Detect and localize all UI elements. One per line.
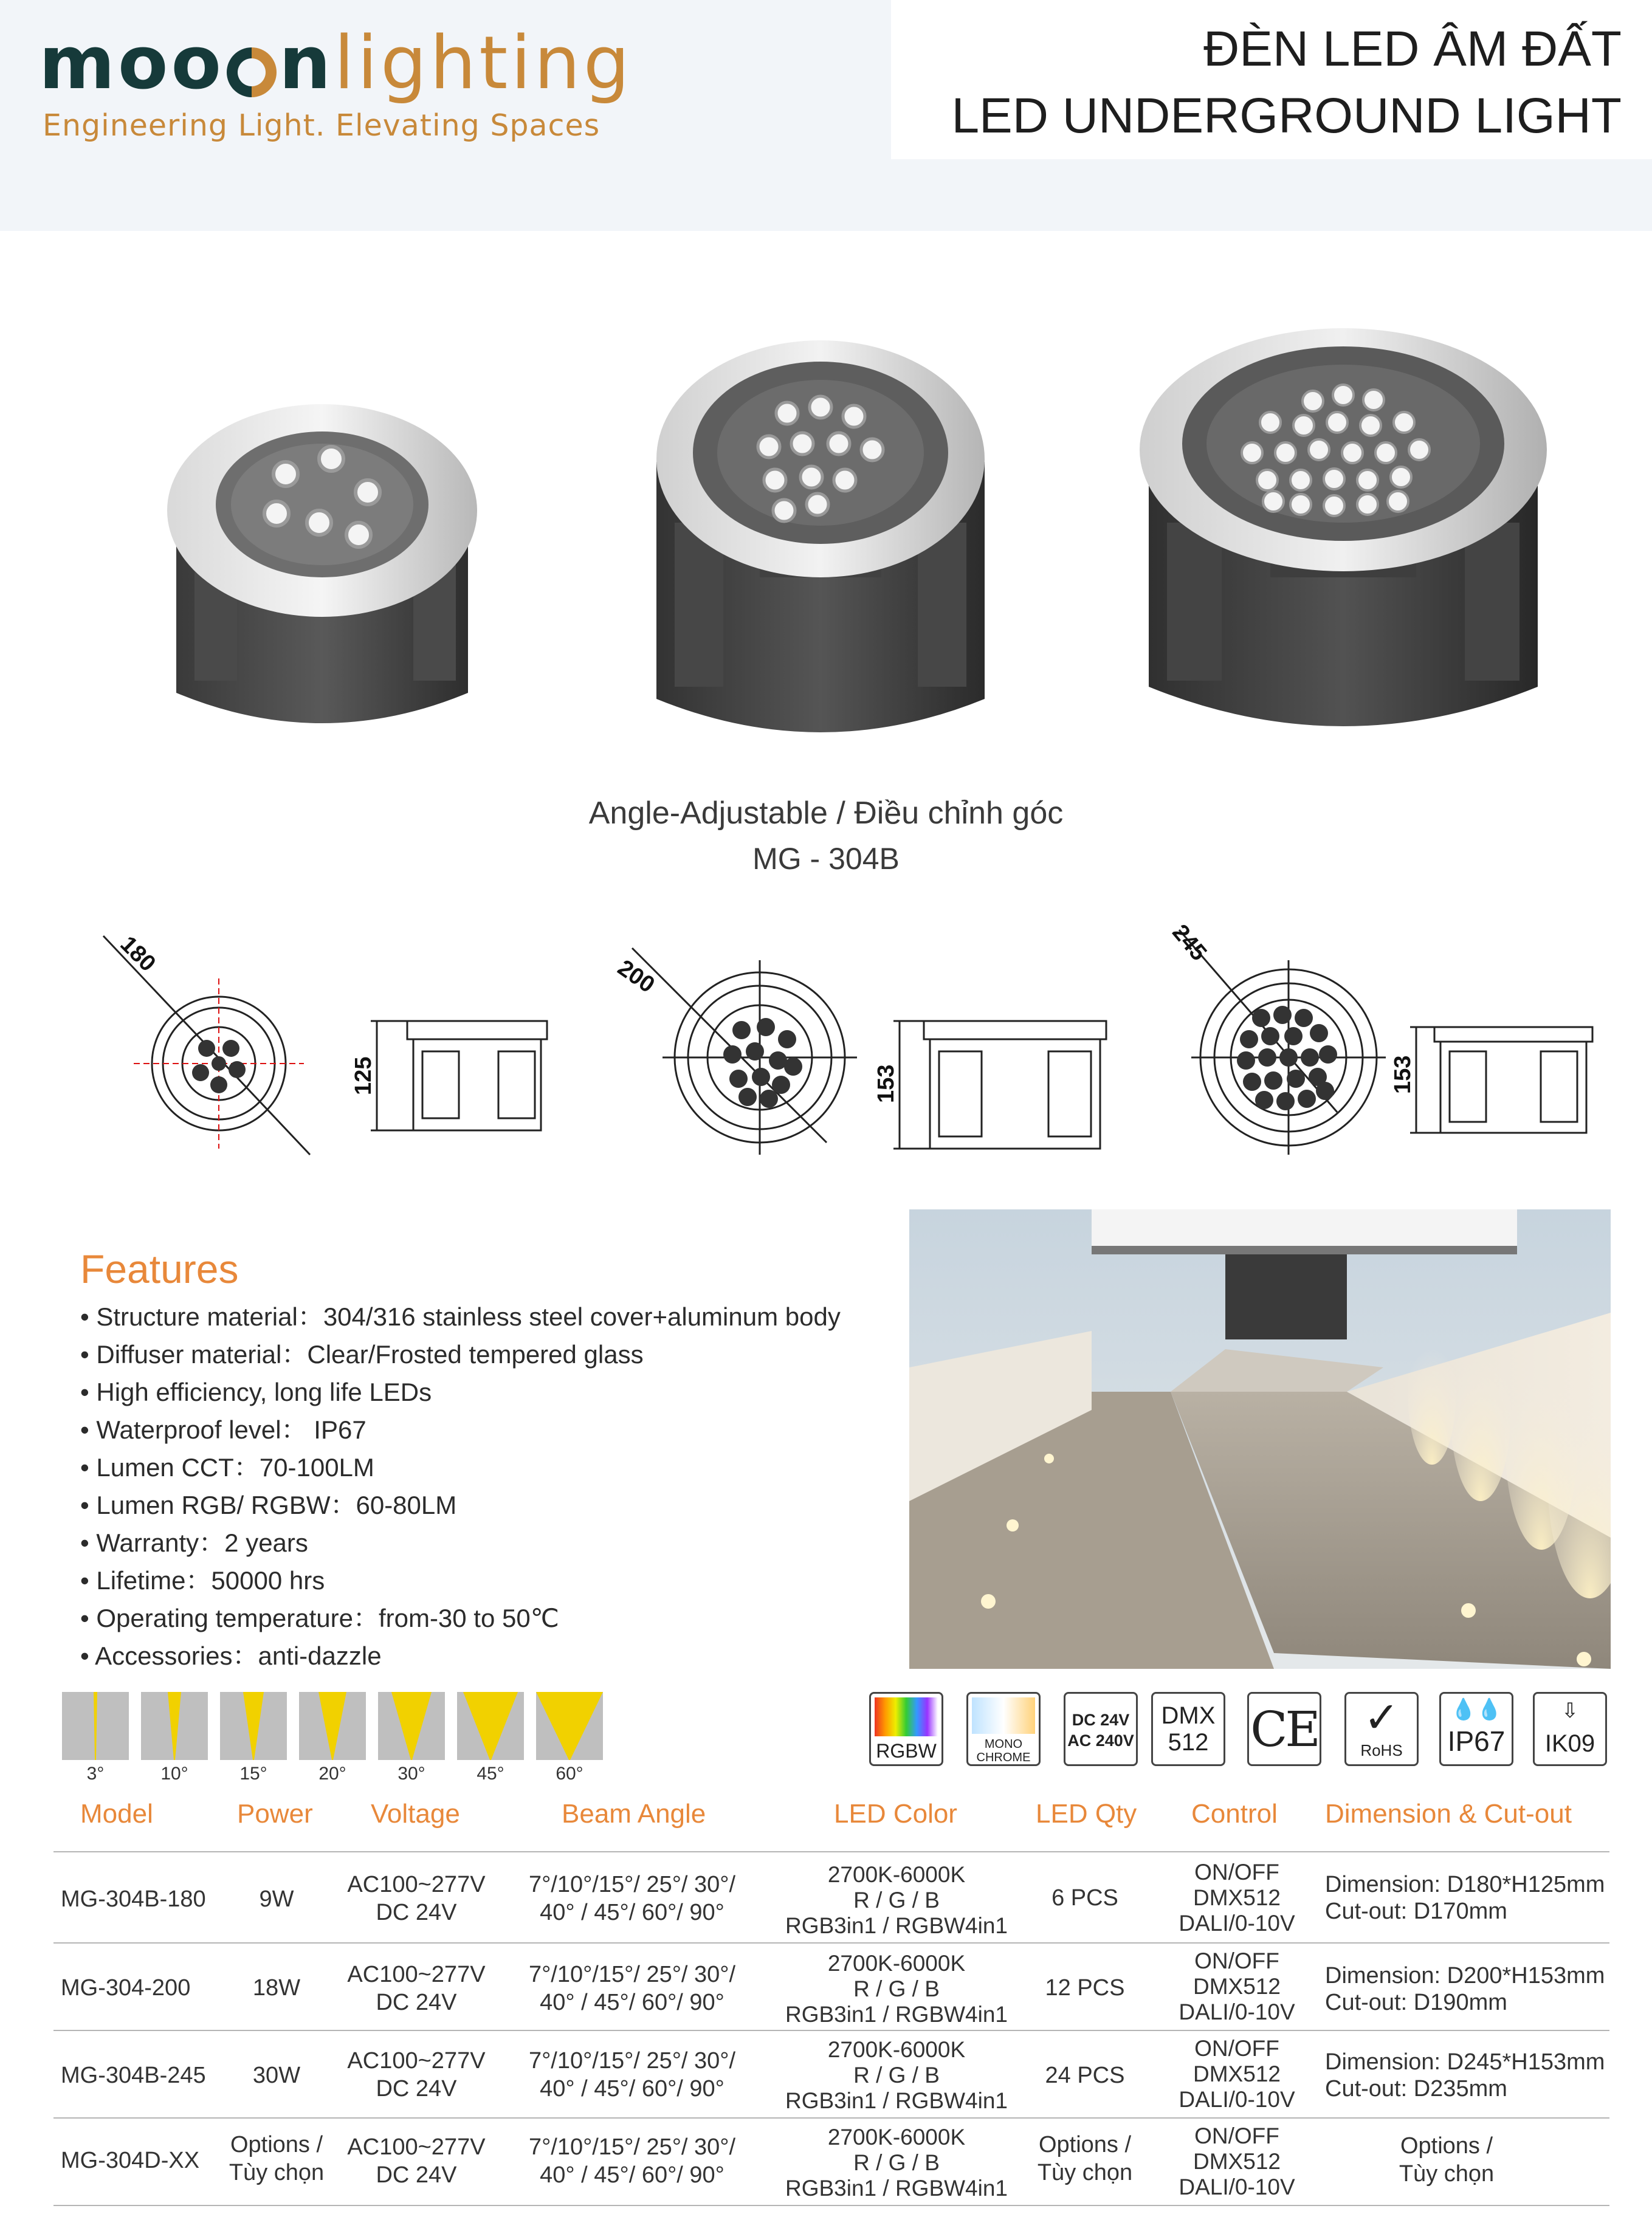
- cell-dimension: Dimension: D180*H125mm: [1325, 1872, 1605, 1897]
- feature-item: • High efficiency, long life LEDs: [80, 1373, 841, 1411]
- cell-led-qty: 24 PCS: [1045, 2063, 1125, 2088]
- drawing-245: [1155, 918, 1629, 1173]
- rohs-label: RoHS: [1360, 1741, 1403, 1759]
- cell-led-qty: 12 PCS: [1045, 1975, 1125, 2001]
- feature-item: • Lumen RGB/ RGBW：60-80LM: [80, 1487, 841, 1524]
- application-photo: [909, 1209, 1611, 1669]
- cell-voltage: AC100~277V: [347, 2134, 486, 2160]
- beam-angle-label: 10°: [160, 1764, 188, 1784]
- cell-beam-angle: 7°/10°/15°/ 25°/ 30°/: [528, 1872, 736, 1897]
- table-divider: [53, 1851, 1609, 1852]
- logo-text-lighting: lighting: [334, 21, 633, 106]
- cell-led-color: 2700K-6000K: [827, 2125, 966, 2150]
- table-divider: [53, 2030, 1609, 2031]
- cell-led-qty-2: Tùy chọn: [1037, 2160, 1133, 2185]
- table-divider: [53, 2117, 1609, 2119]
- cell-voltage-2: DC 24V: [376, 2162, 457, 2188]
- product-photo-180: [158, 352, 486, 748]
- cell-model: MG-304-200: [61, 1975, 191, 2001]
- col-header-led-color: LED Color: [834, 1799, 957, 1829]
- title-vietnamese: ĐÈN LED ÂM ĐẤT: [1203, 21, 1622, 77]
- cell-led-color-3: RGB3in1 / RGBW4in1: [785, 2088, 1008, 2113]
- beam-angle-label: 30°: [398, 1764, 425, 1784]
- feature-item: • Lumen CCT：70-100LM: [80, 1449, 841, 1487]
- cell-control-2: DMX512: [1193, 2061, 1281, 2086]
- cell-led-color: 2700K-6000K: [827, 1951, 966, 1976]
- cell-led-color-2: R / G / B: [853, 2063, 940, 2088]
- cell-voltage-2: DC 24V: [376, 1900, 457, 1925]
- title-english: LED UNDERGROUND LIGHT: [951, 88, 1622, 143]
- cell-voltage-2: DC 24V: [376, 1990, 457, 2015]
- feature-item: • Lifetime：50000 hrs: [80, 1562, 841, 1600]
- cell-led-color-2: R / G / B: [853, 1888, 940, 1913]
- dmx-label: DMX: [1161, 1702, 1216, 1729]
- cell-control-2: DMX512: [1193, 1885, 1281, 1910]
- cell-model: MG-304B-180: [61, 1886, 206, 1912]
- tagline: Engineering Light. Elevating Spaces: [43, 108, 601, 143]
- logo-text-moon: moo: [39, 21, 224, 106]
- ce-mark-icon: [1247, 1692, 1321, 1766]
- water-drops-icon: 💧💧: [1450, 1698, 1502, 1721]
- rgbw-icon: [869, 1692, 943, 1766]
- cell-beam-angle: 7°/10°/15°/ 25°/ 30°/: [528, 1962, 736, 1987]
- impact-arrow-icon: ⇩: [1561, 1699, 1579, 1722]
- beam-angle-icon-30: [378, 1692, 445, 1760]
- ce-label: CE: [1250, 1701, 1318, 1758]
- height-label-180: 125: [351, 1056, 376, 1095]
- table-divider: [53, 2205, 1609, 2206]
- cell-led-qty: Options /: [1038, 2132, 1132, 2157]
- cell-model: MG-304D-XX: [61, 2148, 200, 2173]
- product-photo-245: [1131, 328, 1556, 754]
- mono-label: MONO: [984, 1738, 1023, 1751]
- diameter-label-180: 180: [115, 931, 161, 977]
- cell-led-color-2: R / G / B: [853, 1976, 940, 2001]
- height-label-200: 153: [873, 1064, 899, 1103]
- feature-item: • Accessories：anti-dazzle: [80, 1637, 841, 1675]
- beam-angle-icon-45: [457, 1692, 524, 1760]
- ip67-icon: [1439, 1692, 1513, 1766]
- height-label-245: 153: [1390, 1055, 1416, 1094]
- cell-beam-angle: 7°/10°/15°/ 25°/ 30°/: [528, 2134, 736, 2160]
- beam-angle-label: 45°: [477, 1764, 504, 1784]
- rgb-spectrum-icon: [875, 1697, 938, 1736]
- diameter-label-245: 245: [1167, 920, 1212, 966]
- logo-letter-n: n: [278, 21, 334, 106]
- cell-power-2: Tùy chọn: [229, 2160, 325, 2185]
- product-model-code: MG - 304B: [752, 842, 900, 876]
- beam-angle-icon-3: [62, 1692, 129, 1760]
- brand-logo: [39, 12, 633, 115]
- cell-voltage: AC100~277V: [347, 1962, 486, 1987]
- cell-power: Options /: [230, 2132, 323, 2157]
- ik09-icon: [1533, 1692, 1607, 1766]
- beam-angle-icon-10: [141, 1692, 208, 1760]
- checkmark-icon: ✓: [1363, 1694, 1400, 1741]
- cell-control: ON/OFF: [1194, 1860, 1279, 1885]
- cell-led-color-3: RGB3in1 / RGBW4in1: [785, 2176, 1008, 2201]
- table-divider: [53, 1942, 1609, 1944]
- feature-list: [80, 1298, 841, 1675]
- beam-angle-label: 60°: [556, 1764, 583, 1784]
- cell-control-3: DALI/0-10V: [1179, 1999, 1295, 2024]
- moon-icon: [227, 47, 277, 97]
- feature-item: • Waterproof level： IP67: [80, 1411, 841, 1449]
- feature-item: • Structure material：304/316 stainless steel cover+aluminum body: [80, 1298, 841, 1336]
- cell-control: ON/OFF: [1194, 1948, 1279, 1973]
- cell-beam-angle: 7°/10°/15°/ 25°/ 30°/: [528, 2048, 736, 2074]
- cell-power: 18W: [252, 1975, 301, 2001]
- cell-beam-angle-2: 40° / 45°/ 60°/ 90°: [540, 1990, 724, 2015]
- cell-beam-angle-2: 40° / 45°/ 60°/ 90°: [540, 2162, 724, 2188]
- cell-power: 30W: [252, 2063, 301, 2088]
- cell-model: MG-304B-245: [61, 2063, 206, 2088]
- cell-cutout: Cut-out: D170mm: [1325, 1899, 1507, 1924]
- dmx512-icon: [1151, 1692, 1225, 1766]
- col-header-power: Power: [237, 1799, 313, 1829]
- rohs-icon: [1344, 1692, 1419, 1766]
- cell-beam-angle-2: 40° / 45°/ 60°/ 90°: [540, 1900, 724, 1925]
- beam-angle-label: 3°: [86, 1764, 105, 1784]
- cell-control-3: DALI/0-10V: [1179, 1911, 1295, 1936]
- cell-voltage-2: DC 24V: [376, 2076, 457, 2102]
- cell-led-color-3: RGB3in1 / RGBW4in1: [785, 1913, 1008, 1938]
- ik-rating-label: IK09: [1544, 1730, 1595, 1757]
- cell-cutout: Cut-out: D190mm: [1325, 1990, 1507, 2015]
- cell-control-3: DALI/0-10V: [1179, 2087, 1295, 2112]
- cell-control-2: DMX512: [1193, 2149, 1281, 2174]
- cell-led-color-3: RGB3in1 / RGBW4in1: [785, 2002, 1008, 2027]
- rgbw-label: RGBW: [876, 1740, 937, 1762]
- cell-led-color: 2700K-6000K: [827, 1862, 966, 1887]
- cell-beam-angle-2: 40° / 45°/ 60°/ 90°: [540, 2076, 724, 2102]
- cell-dimension: Dimension: D200*H153mm: [1325, 1963, 1605, 1989]
- feature-item: • Diffuser material：Clear/Frosted tempered glass: [80, 1336, 841, 1373]
- product-photo-200: [632, 328, 1009, 754]
- ip-rating-label: IP67: [1447, 1725, 1506, 1757]
- color-temperature-icon: [972, 1697, 1035, 1734]
- beam-angle-label: 20°: [318, 1764, 346, 1784]
- col-header-beam-angle: Beam Angle: [562, 1799, 706, 1829]
- product-caption: Angle-Adjustable / Điều chỉnh góc: [588, 796, 1064, 831]
- cell-control-2: DMX512: [1193, 1974, 1281, 1999]
- monochrome-icon: [966, 1692, 1041, 1766]
- features-title: Features: [80, 1246, 239, 1291]
- chrome-label: CHROME: [976, 1751, 1031, 1764]
- cell-cutout: Cut-out: D235mm: [1325, 2076, 1507, 2102]
- dmx-channel-label: 512: [1168, 1729, 1209, 1756]
- cell-led-qty: 6 PCS: [1051, 1885, 1118, 1911]
- col-header-model: Model: [80, 1799, 153, 1829]
- drawing-200: [596, 918, 1131, 1173]
- col-header-voltage: Voltage: [371, 1799, 460, 1829]
- col-header-dimension: Dimension & Cut-out: [1325, 1799, 1572, 1829]
- feature-item: • Warranty：2 years: [80, 1524, 841, 1562]
- col-header-control: Control: [1191, 1799, 1278, 1829]
- cell-dimension: Options /: [1400, 2133, 1493, 2159]
- beam-angle-icon-20: [299, 1692, 366, 1760]
- cell-control-3: DALI/0-10V: [1179, 2174, 1295, 2199]
- beam-angle-icon-60: [536, 1692, 603, 1760]
- cell-control: ON/OFF: [1194, 2036, 1279, 2061]
- cell-voltage: AC100~277V: [347, 2048, 486, 2074]
- ac-voltage-label: AC 240V: [1067, 1731, 1134, 1750]
- cell-control: ON/OFF: [1194, 2123, 1279, 2148]
- cell-led-color: 2700K-6000K: [827, 2037, 966, 2062]
- cell-voltage: AC100~277V: [347, 1872, 486, 1897]
- voltage-icon: [1064, 1692, 1138, 1766]
- cell-power: 9W: [259, 1886, 294, 1912]
- cell-cutout: Tùy chọn: [1399, 2161, 1495, 2187]
- beam-angle-label: 15°: [239, 1764, 267, 1784]
- beam-angle-icon-15: [220, 1692, 287, 1760]
- cell-led-color-2: R / G / B: [853, 2150, 940, 2175]
- drawing-180: [85, 918, 571, 1173]
- dc-voltage-label: DC 24V: [1072, 1711, 1130, 1729]
- feature-item: • Operating temperature：from-30 to 50℃: [80, 1600, 841, 1637]
- cell-dimension: Dimension: D245*H153mm: [1325, 2049, 1605, 2075]
- col-header-led-qty: LED Qty: [1036, 1799, 1137, 1829]
- diameter-label-200: 200: [613, 955, 659, 999]
